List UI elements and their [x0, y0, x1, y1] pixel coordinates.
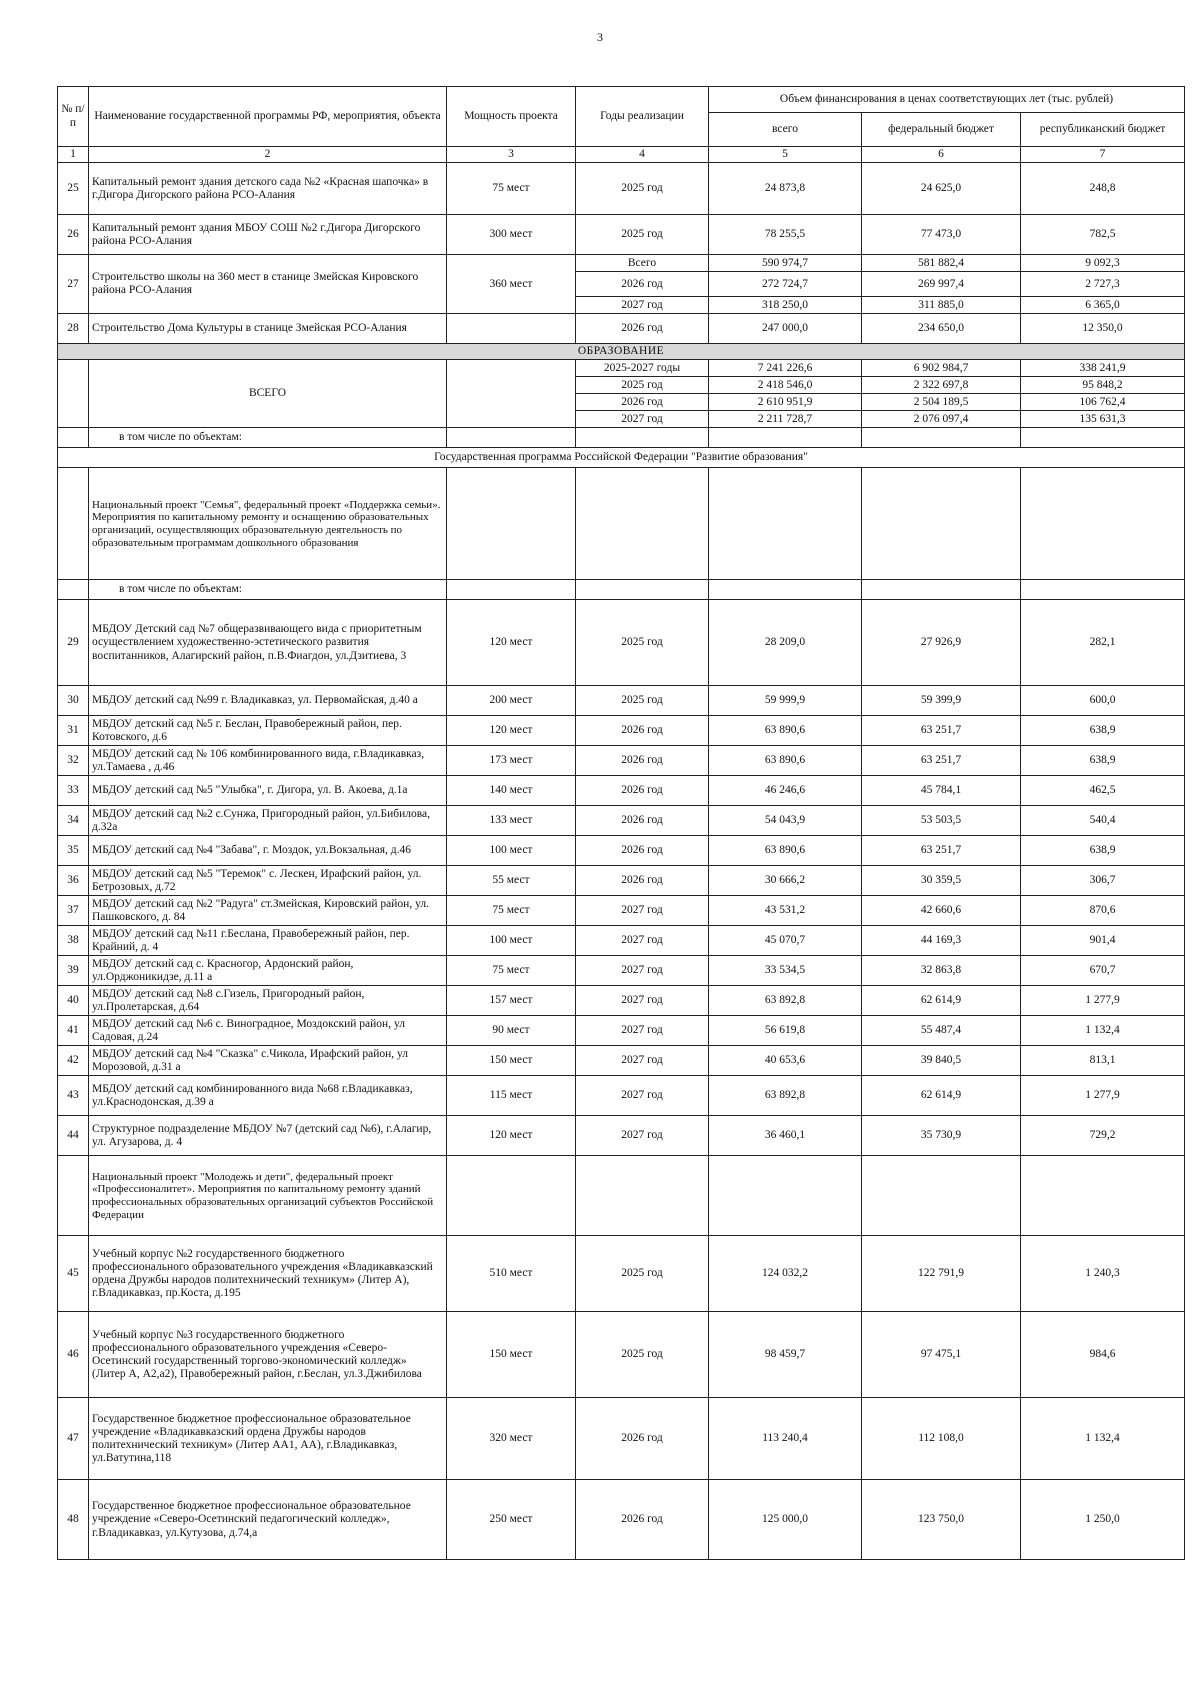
- col-index: 5: [709, 147, 862, 163]
- object-name: МБДОУ детский сад №99 г. Владикавказ, ул. Первомайская, д.40 а: [89, 686, 447, 716]
- object-capacity: 75 мест: [447, 896, 576, 926]
- header-financing: Объем финансирования в ценах соответствующих лет (тыс. рублей): [709, 87, 1185, 113]
- object-republic: 782,5: [1021, 215, 1185, 255]
- row-number: 39: [58, 956, 89, 986]
- total-year: 2027 год: [576, 411, 709, 428]
- object-republic: 1 277,9: [1021, 1076, 1185, 1116]
- row-number: 32: [58, 746, 89, 776]
- table-row: [58, 686, 1185, 716]
- object-republic: 306,7: [1021, 866, 1185, 896]
- object-total: 56 619,8: [709, 1016, 862, 1046]
- section-education: ОБРАЗОВАНИЕ: [58, 344, 1185, 360]
- table-row: [58, 360, 1185, 377]
- table-row: [58, 1046, 1185, 1076]
- col-index: 3: [447, 147, 576, 163]
- object-republic: 2 727,3: [1021, 272, 1185, 297]
- object-name: МБДОУ детский сад №2 "Радуга" ст.Змейская, Кировский район, ул. Пашковского, д. 84: [89, 896, 447, 926]
- table-row: [58, 1312, 1185, 1398]
- object-republic: 462,5: [1021, 776, 1185, 806]
- including-objects-label: в том числе по объектам:: [89, 580, 447, 600]
- object-republic: 1 132,4: [1021, 1398, 1185, 1480]
- object-name: МБДОУ детский сад №4 "Забава", г. Моздок, ул.Вокзальная, д.46: [89, 836, 447, 866]
- table-row: [58, 716, 1185, 746]
- object-capacity: 75 мест: [447, 163, 576, 215]
- object-capacity: 150 мест: [447, 1312, 576, 1398]
- object-federal: 45 784,1: [862, 776, 1021, 806]
- header-num: № п/п: [58, 87, 89, 147]
- object-year: 2027 год: [576, 896, 709, 926]
- object-federal: 581 882,4: [862, 255, 1021, 272]
- total-federal: 2 322 697,8: [862, 377, 1021, 394]
- object-name: МБДОУ детский сад № 106 комбинированного вида, г.Владикавказ, ул.Тамаева , д.46: [89, 746, 447, 776]
- object-year: Всего: [576, 255, 709, 272]
- object-capacity: 173 мест: [447, 746, 576, 776]
- header-republic: республиканский бюджет: [1021, 113, 1185, 147]
- total-sum: 2 211 728,7: [709, 411, 862, 428]
- table-row: [58, 1480, 1185, 1560]
- object-total: 78 255,5: [709, 215, 862, 255]
- object-republic: 9 092,3: [1021, 255, 1185, 272]
- object-republic: 870,6: [1021, 896, 1185, 926]
- object-name: Государственное бюджетное профессиональное образовательное учреждение «Северо-Осетинский педагогический колледж», г.Владикавказ, ул.Кутузова, д.74,а: [89, 1480, 447, 1560]
- object-year: 2025 год: [576, 686, 709, 716]
- object-federal: 123 750,0: [862, 1480, 1021, 1560]
- object-year: 2027 год: [576, 986, 709, 1016]
- row-number: 37: [58, 896, 89, 926]
- object-federal: 63 251,7: [862, 746, 1021, 776]
- object-federal: 62 614,9: [862, 986, 1021, 1016]
- financing-table: [57, 86, 1185, 1560]
- total-republic: 338 241,9: [1021, 360, 1185, 377]
- header-name: Наименование государственной программы РФ, мероприятия, объекта: [89, 87, 447, 147]
- row-number: 45: [58, 1236, 89, 1312]
- total-federal: 2 076 097,4: [862, 411, 1021, 428]
- object-capacity: 360 мест: [447, 255, 576, 314]
- object-republic: 1 240,3: [1021, 1236, 1185, 1312]
- row-number: 36: [58, 866, 89, 896]
- object-year: 2026 год: [576, 806, 709, 836]
- object-total: 63 892,8: [709, 1076, 862, 1116]
- national-project-youth: Национальный проект "Молодежь и дети", федеральный проект «Профессионалитет». Мероприятия по капитальному ремонту зданий профессиональных образовательных организаций субъектов Российской Федерации: [89, 1156, 447, 1236]
- object-total: 590 974,7: [709, 255, 862, 272]
- table-row: [58, 806, 1185, 836]
- object-total: 113 240,4: [709, 1398, 862, 1480]
- object-republic: 6 365,0: [1021, 297, 1185, 314]
- header-federal: федеральный бюджет: [862, 113, 1021, 147]
- table-row: [58, 866, 1185, 896]
- object-capacity: 250 мест: [447, 1480, 576, 1560]
- object-total: 45 070,7: [709, 926, 862, 956]
- object-total: 318 250,0: [709, 297, 862, 314]
- object-year: 2025 год: [576, 600, 709, 686]
- object-year: 2025 год: [576, 215, 709, 255]
- object-name: Строительство школы на 360 мест в станице Змейская Кировского района РСО-Алания: [89, 255, 447, 314]
- object-year: 2027 год: [576, 1076, 709, 1116]
- total-republic: 95 848,2: [1021, 377, 1185, 394]
- object-total: 54 043,9: [709, 806, 862, 836]
- object-federal: 53 503,5: [862, 806, 1021, 836]
- object-name: Учебный корпус №3 государственного бюджетного профессионального образовательного учреждения «Северо-Осетинский государственный торгово-экономический колледж» (Литер А, А2,а2), Правобережный район, г.Беслан, ул.З.Джибилова: [89, 1312, 447, 1398]
- object-name: МБДОУ детский сад с. Красногор, Ардонский район, ул.Орджоникидзе, д.11 а: [89, 956, 447, 986]
- object-republic: 282,1: [1021, 600, 1185, 686]
- header-capacity: Мощность проекта: [447, 87, 576, 147]
- total-year: 2025 год: [576, 377, 709, 394]
- col-index: 7: [1021, 147, 1185, 163]
- row-number: 27: [58, 255, 89, 314]
- object-federal: 30 359,5: [862, 866, 1021, 896]
- object-year: 2026 год: [576, 776, 709, 806]
- object-name: МБДОУ детский сад №2 с.Сунжа, Пригородный район, ул.Бибилова, д.32а: [89, 806, 447, 836]
- object-capacity: [447, 314, 576, 344]
- total-republic: 135 631,3: [1021, 411, 1185, 428]
- row-number: 47: [58, 1398, 89, 1480]
- total-year: 2026 год: [576, 394, 709, 411]
- object-year: 2026 год: [576, 716, 709, 746]
- total-sum: 7 241 226,6: [709, 360, 862, 377]
- table-row: [58, 956, 1185, 986]
- object-year: 2027 год: [576, 1016, 709, 1046]
- table-row: [58, 1076, 1185, 1116]
- object-republic: 813,1: [1021, 1046, 1185, 1076]
- object-total: 272 724,7: [709, 272, 862, 297]
- object-republic: 600,0: [1021, 686, 1185, 716]
- row-number: 31: [58, 716, 89, 746]
- total-year: 2025-2027 годы: [576, 360, 709, 377]
- object-republic: 540,4: [1021, 806, 1185, 836]
- object-total: 33 534,5: [709, 956, 862, 986]
- object-total: 63 890,6: [709, 716, 862, 746]
- object-federal: 35 730,9: [862, 1116, 1021, 1156]
- object-year: 2025 год: [576, 1312, 709, 1398]
- table-row: [58, 896, 1185, 926]
- row-number: 48: [58, 1480, 89, 1560]
- object-total: 30 666,2: [709, 866, 862, 896]
- total-sum: 2 610 951,9: [709, 394, 862, 411]
- object-capacity: 90 мест: [447, 1016, 576, 1046]
- object-year: 2026 год: [576, 314, 709, 344]
- col-index: 1: [58, 147, 89, 163]
- table-row: [58, 926, 1185, 956]
- table-row: [58, 776, 1185, 806]
- row-number: 42: [58, 1046, 89, 1076]
- object-total: 63 890,6: [709, 746, 862, 776]
- object-name: Государственное бюджетное профессиональное образовательное учреждение «Владикавказский ордена Дружбы народов политехнический техникум» (Литер АА1, АА), г.Владикавказ, ул.Ватутина,118: [89, 1398, 447, 1480]
- row-number: 38: [58, 926, 89, 956]
- object-total: 247 000,0: [709, 314, 862, 344]
- object-federal: 77 473,0: [862, 215, 1021, 255]
- object-year: 2027 год: [576, 297, 709, 314]
- object-capacity: 133 мест: [447, 806, 576, 836]
- object-republic: 1 132,4: [1021, 1016, 1185, 1046]
- object-republic: 12 350,0: [1021, 314, 1185, 344]
- object-total: 63 892,8: [709, 986, 862, 1016]
- object-republic: 638,9: [1021, 746, 1185, 776]
- object-total: 43 531,2: [709, 896, 862, 926]
- object-federal: 234 650,0: [862, 314, 1021, 344]
- object-capacity: 300 мест: [447, 215, 576, 255]
- table-row: [58, 255, 1185, 272]
- object-year: 2026 год: [576, 836, 709, 866]
- total-federal: 2 504 189,5: [862, 394, 1021, 411]
- row-number: 41: [58, 1016, 89, 1046]
- row-number: 43: [58, 1076, 89, 1116]
- object-federal: 62 614,9: [862, 1076, 1021, 1116]
- table-row: [58, 1016, 1185, 1046]
- object-total: 125 000,0: [709, 1480, 862, 1560]
- object-federal: 39 840,5: [862, 1046, 1021, 1076]
- row-number: 46: [58, 1312, 89, 1398]
- col-index: 6: [862, 147, 1021, 163]
- table-row: [58, 1398, 1185, 1480]
- including-objects-label: в том числе по объектам:: [89, 428, 447, 448]
- object-federal: 311 885,0: [862, 297, 1021, 314]
- object-federal: 44 169,3: [862, 926, 1021, 956]
- object-republic: 670,7: [1021, 956, 1185, 986]
- row-number: 30: [58, 686, 89, 716]
- total-republic: 106 762,4: [1021, 394, 1185, 411]
- object-name: МБДОУ детский сад №11 г.Беслана, Правобережный район, пер. Крайний, д. 4: [89, 926, 447, 956]
- object-capacity: 510 мест: [447, 1236, 576, 1312]
- object-name: МБДОУ детский сад №6 с. Виноградное, Моздокский район, ул Садовая, д.24: [89, 1016, 447, 1046]
- table-row: [58, 215, 1185, 255]
- object-year: 2026 год: [576, 1480, 709, 1560]
- object-total: 46 246,6: [709, 776, 862, 806]
- table-row: [58, 600, 1185, 686]
- object-name: Структурное подразделение МБДОУ №7 (детский сад №6), г.Алагир, ул. Агузарова, д. 4: [89, 1116, 447, 1156]
- object-name: Учебный корпус №2 государственного бюджетного профессионального образовательного учреждения «Владикавказский ордена Дружбы народов политехнический техникум» (Литер А), г.Владикавказ, пр.Коста, д.195: [89, 1236, 447, 1312]
- object-capacity: 120 мест: [447, 1116, 576, 1156]
- object-name: Капитальный ремонт здания МБОУ СОШ №2 г.Дигора Дигорского района РСО-Алания: [89, 215, 447, 255]
- row-number: 44: [58, 1116, 89, 1156]
- object-name: МБДОУ детский сад комбинированного вида №68 г.Владикавказ, ул.Краснодонская, д.39 а: [89, 1076, 447, 1116]
- object-federal: 112 108,0: [862, 1398, 1021, 1480]
- header-years: Годы реализации: [576, 87, 709, 147]
- object-republic: 638,9: [1021, 836, 1185, 866]
- object-federal: 97 475,1: [862, 1312, 1021, 1398]
- object-total: 28 209,0: [709, 600, 862, 686]
- object-name: МБДОУ детский сад №5 "Улыбка", г. Дигора, ул. В. Акоева, д.1а: [89, 776, 447, 806]
- object-total: 63 890,6: [709, 836, 862, 866]
- table-row: [58, 314, 1185, 344]
- object-capacity: 55 мест: [447, 866, 576, 896]
- row-number: 26: [58, 215, 89, 255]
- object-total: 98 459,7: [709, 1312, 862, 1398]
- object-year: 2026 год: [576, 272, 709, 297]
- object-year: 2025 год: [576, 163, 709, 215]
- object-republic: 248,8: [1021, 163, 1185, 215]
- object-republic: 901,4: [1021, 926, 1185, 956]
- object-republic: 638,9: [1021, 716, 1185, 746]
- row-number: 29: [58, 600, 89, 686]
- row-number: 40: [58, 986, 89, 1016]
- object-year: 2026 год: [576, 746, 709, 776]
- object-capacity: 100 мест: [447, 836, 576, 866]
- object-capacity: 120 мест: [447, 716, 576, 746]
- object-year: 2026 год: [576, 1398, 709, 1480]
- object-year: 2027 год: [576, 1116, 709, 1156]
- table-row: [58, 1116, 1185, 1156]
- object-year: 2027 год: [576, 956, 709, 986]
- object-federal: 55 487,4: [862, 1016, 1021, 1046]
- table-row: [58, 1236, 1185, 1312]
- object-republic: 984,6: [1021, 1312, 1185, 1398]
- table-row: [58, 836, 1185, 866]
- object-capacity: 100 мест: [447, 926, 576, 956]
- object-federal: 122 791,9: [862, 1236, 1021, 1312]
- object-name: Строительство Дома Культуры в станице Змейская РСО-Алания: [89, 314, 447, 344]
- object-federal: 63 251,7: [862, 836, 1021, 866]
- national-project-family: Национальный проект "Семья", федеральный проект «Поддержка семьи». Мероприятия по капитальному ремонту и оснащению образовательных организаций, осуществляющих образовательную деятельность по образовательным программам дошкольного образования: [89, 468, 447, 580]
- object-name: МБДОУ детский сад №5 г. Беслан, Правобережный район, пер. Котовского, д.6: [89, 716, 447, 746]
- table-row: [58, 746, 1185, 776]
- object-capacity: 75 мест: [447, 956, 576, 986]
- object-federal: 63 251,7: [862, 716, 1021, 746]
- object-total: 40 653,6: [709, 1046, 862, 1076]
- object-federal: 24 625,0: [862, 163, 1021, 215]
- object-capacity: 120 мест: [447, 600, 576, 686]
- object-capacity: 140 мест: [447, 776, 576, 806]
- row-number: 25: [58, 163, 89, 215]
- object-name: Капитальный ремонт здания детского сада №2 «Красная шапочка» в г.Дигора Дигорского района РСО-Алания: [89, 163, 447, 215]
- object-year: 2027 год: [576, 926, 709, 956]
- object-year: 2025 год: [576, 1236, 709, 1312]
- object-federal: 27 926,9: [862, 600, 1021, 686]
- col-index: 2: [89, 147, 447, 163]
- table-row: [58, 163, 1185, 215]
- row-number: 34: [58, 806, 89, 836]
- object-capacity: 115 мест: [447, 1076, 576, 1116]
- object-year: 2026 год: [576, 866, 709, 896]
- object-total: 24 873,8: [709, 163, 862, 215]
- object-republic: 1 277,9: [1021, 986, 1185, 1016]
- row-number: 33: [58, 776, 89, 806]
- object-total: 124 032,2: [709, 1236, 862, 1312]
- object-federal: 59 399,9: [862, 686, 1021, 716]
- total-label: ВСЕГО: [89, 360, 447, 428]
- empty-cell: [58, 360, 89, 428]
- object-name: МБДОУ детский сад №4 "Сказка" с.Чикола, Ирафский район, ул Морозовой, д.31 а: [89, 1046, 447, 1076]
- page-number: 3: [597, 30, 603, 44]
- object-year: 2027 год: [576, 1046, 709, 1076]
- empty-cell: [447, 360, 576, 428]
- object-total: 36 460,1: [709, 1116, 862, 1156]
- object-federal: 42 660,6: [862, 896, 1021, 926]
- header-total: всего: [709, 113, 862, 147]
- object-republic: 729,2: [1021, 1116, 1185, 1156]
- object-name: МБДОУ Детский сад №7 общеразвивающего вида с приоритетным осуществлением художественно-эстетического развития воспитанников, Алагирский район, п.В.Фиагдон, ул.Дзитиева, 3: [89, 600, 447, 686]
- object-name: МБДОУ детский сад №5 "Теремок" с. Лескен, Ирафский район, ул. Бетрозовых, д.72: [89, 866, 447, 896]
- object-capacity: 150 мест: [447, 1046, 576, 1076]
- object-capacity: 200 мест: [447, 686, 576, 716]
- row-number: 28: [58, 314, 89, 344]
- total-sum: 2 418 546,0: [709, 377, 862, 394]
- object-federal: 32 863,8: [862, 956, 1021, 986]
- object-federal: 269 997,4: [862, 272, 1021, 297]
- object-republic: 1 250,0: [1021, 1480, 1185, 1560]
- table-row: [58, 986, 1185, 1016]
- object-capacity: 320 мест: [447, 1398, 576, 1480]
- object-total: 59 999,9: [709, 686, 862, 716]
- object-name: МБДОУ детский сад №8 с.Гизель, Пригородный район, ул.Пролетарская, д.64: [89, 986, 447, 1016]
- total-federal: 6 902 984,7: [862, 360, 1021, 377]
- object-capacity: 157 мест: [447, 986, 576, 1016]
- program-title: Государственная программа Российской Федерации "Развитие образования": [58, 448, 1185, 468]
- row-number: 35: [58, 836, 89, 866]
- col-index: 4: [576, 147, 709, 163]
